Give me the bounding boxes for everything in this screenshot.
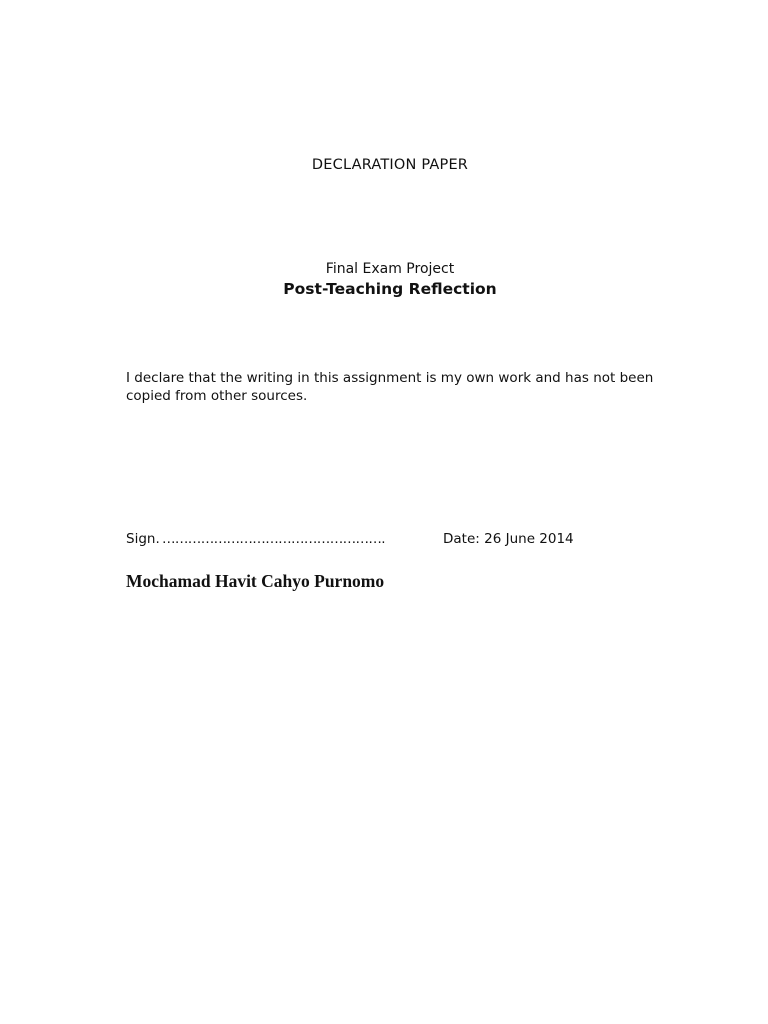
date-row [443, 531, 574, 547]
sign-label: Sign. [126, 531, 160, 547]
date-value: 26 June 2014 [484, 531, 574, 547]
project-title: Post-Teaching Reflection [283, 280, 497, 298]
declaration-statement: I declare that the writing in this assignment is my own work and has not been copied from other sources. [126, 370, 654, 404]
author-name: Mochamad Havit Cahyo Purnomo [126, 571, 385, 591]
project-type: Final Exam Project [325, 261, 455, 277]
document-heading: DECLARATION PAPER [311, 157, 469, 173]
date-label: Date: [443, 531, 480, 547]
signature-line: ……………………………………………. [162, 531, 385, 547]
